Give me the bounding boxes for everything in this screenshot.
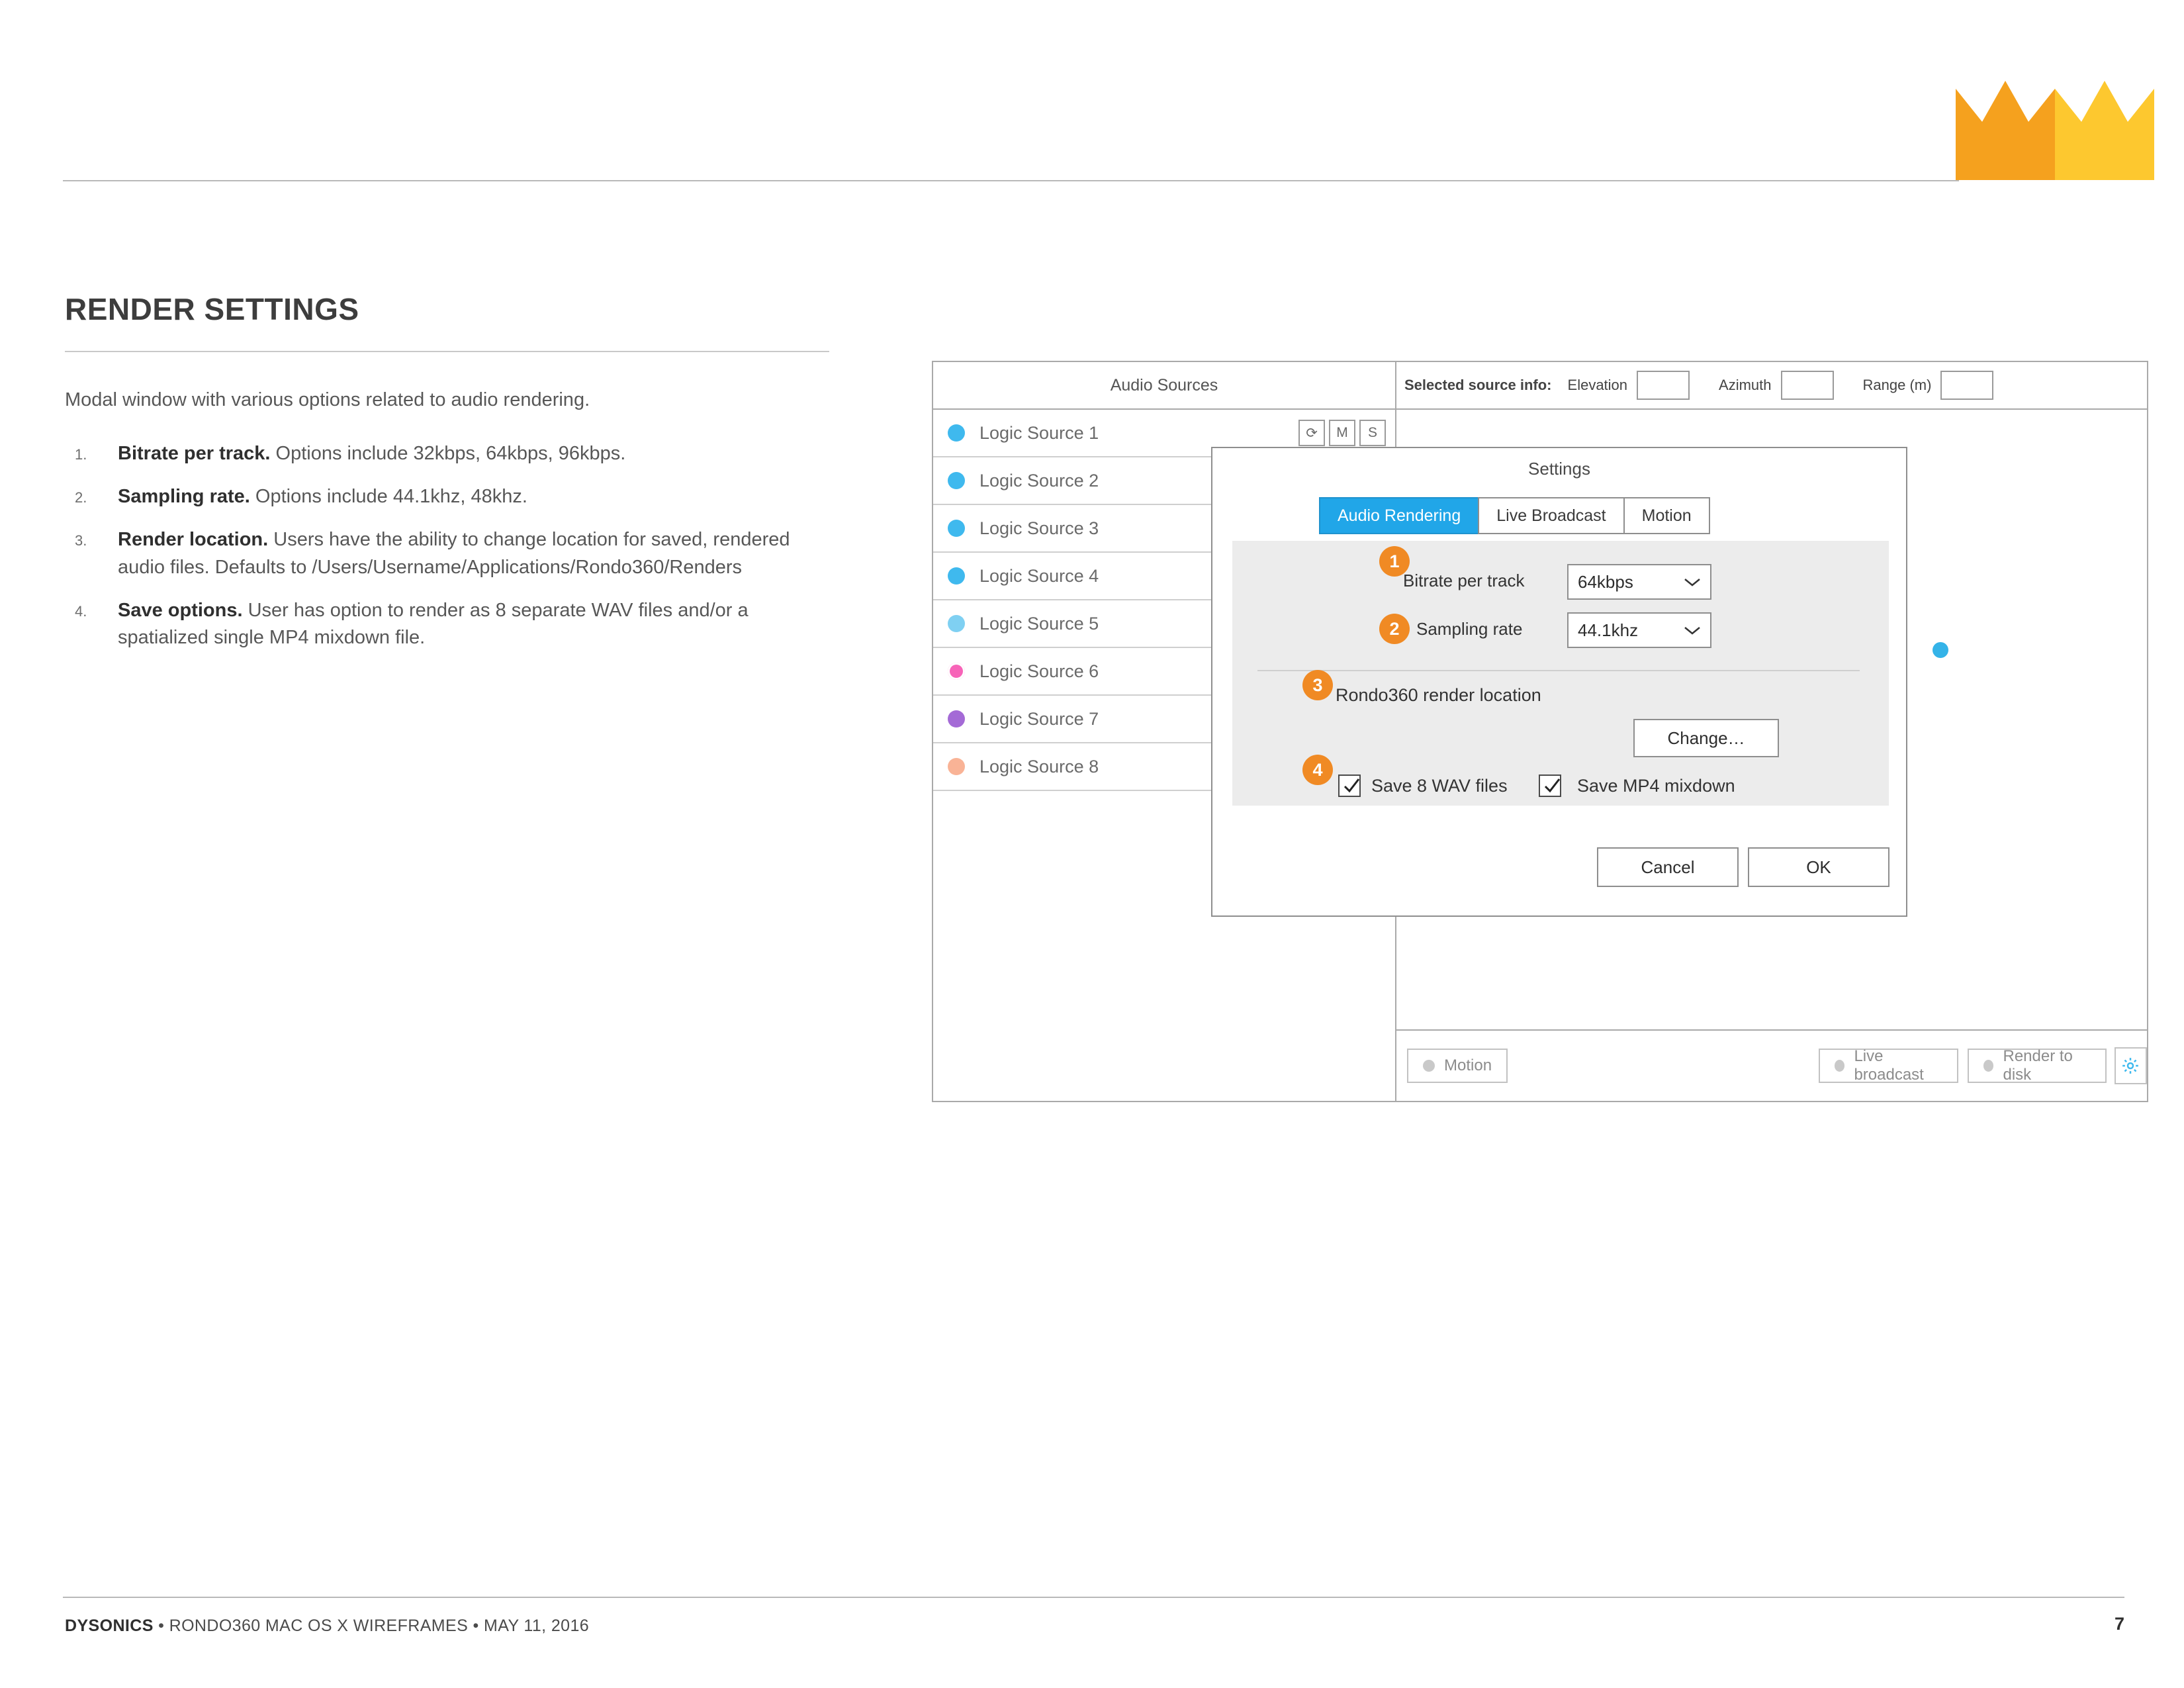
list-item-bold: Render location. [118, 529, 269, 551]
modal-title: Settings [1528, 459, 1590, 479]
header-divider [63, 180, 1959, 181]
footer-text [65, 1617, 589, 1636]
intro-paragraph: Modal window with various options related to audio rendering. [65, 389, 590, 410]
modal-tabs [1319, 497, 1710, 534]
render-to-disk-label: Render to disk [2003, 1047, 2073, 1084]
save-wav-checkbox-row[interactable] [1338, 774, 1508, 797]
list-item-text: Options include 44.1khz, 48khz. [250, 486, 527, 508]
azimuth-input[interactable] [1781, 371, 1834, 400]
change-location-button[interactable]: Change… [1633, 719, 1779, 757]
sampling-value: 44.1khz [1578, 620, 1639, 640]
app-top-bar [933, 362, 2147, 410]
source-label: Logic Source 3 [979, 518, 1099, 538]
list-item-number: 1. [75, 446, 87, 463]
stage-source-dot-icon[interactable] [1933, 642, 1948, 658]
gear-icon[interactable] [2115, 1047, 2147, 1084]
render-to-disk-button[interactable] [1968, 1049, 2107, 1083]
selected-source-info-label: Selected source info: [1404, 377, 1552, 393]
callout-badge-4: 4 [1302, 755, 1333, 785]
source-label: Logic Source 5 [979, 613, 1099, 633]
list-item-text: Users have the ability to change location for saved, rendered audio files. Defaults to /Users/Username/Applications/Rondo360/Renders [118, 529, 790, 578]
source-label: Logic Source 1 [979, 422, 1099, 443]
source-solo-button[interactable]: S [1359, 420, 1386, 446]
footer-divider [63, 1597, 2124, 1598]
motion-button[interactable] [1407, 1049, 1508, 1083]
save-mp4-checkbox-row[interactable] [1539, 774, 1735, 797]
bitrate-label: Bitrate per track [1403, 571, 1525, 590]
cancel-button[interactable]: Cancel [1597, 847, 1739, 887]
save-wav-label: Save 8 WAV files [1371, 775, 1508, 796]
page-number: 7 [2114, 1614, 2124, 1634]
callout-badge-3: 3 [1302, 670, 1333, 700]
azimuth-label: Azimuth [1719, 377, 1772, 393]
footer-rest: • RONDO360 MAC OS X WIREFRAMES • MAY 11, 2016 [153, 1617, 590, 1635]
list-item-number: 2. [75, 489, 87, 506]
title-divider [65, 351, 829, 352]
range-input[interactable] [1940, 371, 1993, 400]
elevation-label: Elevation [1567, 377, 1628, 393]
sampling-label: Sampling rate [1416, 619, 1523, 639]
source-color-dot-icon [948, 567, 965, 585]
checkmark-icon [1541, 775, 1563, 796]
tab-audio-rendering[interactable]: Audio Rendering [1319, 497, 1479, 534]
list-item-number: 4. [75, 602, 87, 620]
list-item-text: Options include 32kbps, 64kbps, 96kbps. [270, 443, 626, 464]
source-color-dot-icon [948, 472, 965, 489]
list-item-bold: Sampling rate. [118, 486, 250, 508]
list-item [65, 526, 833, 581]
source-label: Logic Source 4 [979, 565, 1099, 586]
source-mute-button[interactable]: M [1329, 420, 1355, 446]
source-label: Logic Source 6 [979, 661, 1099, 681]
motion-label: Motion [1444, 1056, 1492, 1074]
list-item [65, 597, 833, 651]
source-label: Logic Source 2 [979, 470, 1099, 491]
ok-button[interactable]: OK [1748, 847, 1889, 887]
source-label: Logic Source 7 [979, 708, 1099, 729]
save-mp4-checkbox[interactable] [1539, 774, 1561, 797]
tab-live-broadcast[interactable]: Live Broadcast [1478, 497, 1624, 534]
save-mp4-label: Save MP4 mixdown [1577, 775, 1735, 796]
selected-source-info [1404, 362, 2023, 408]
chevron-down-icon [1684, 577, 1701, 587]
list-item [65, 483, 833, 510]
sampling-select[interactable] [1567, 612, 1711, 648]
chevron-down-icon [1684, 626, 1701, 635]
live-broadcast-label: Live broadcast [1854, 1047, 1924, 1084]
footer-brand: DYSONICS [65, 1617, 154, 1635]
page-title: RENDER SETTINGS [65, 292, 359, 326]
bitrate-select[interactable] [1567, 564, 1711, 600]
render-location-label: Rondo360 render location [1336, 685, 1541, 705]
source-row-buttons [1298, 420, 1386, 446]
source-color-dot-icon [948, 424, 965, 442]
audio-sources-header: Audio Sources [1110, 376, 1218, 395]
source-color-dot-icon [948, 663, 965, 680]
status-dot-icon [1983, 1060, 1993, 1072]
source-color-dot-icon [948, 520, 965, 537]
bitrate-value: 64kbps [1578, 571, 1633, 592]
checkmark-icon [1341, 775, 1362, 796]
list-item-number: 3. [75, 532, 87, 549]
dysonics-crown-logo [1956, 74, 2154, 180]
source-color-dot-icon [948, 758, 965, 775]
source-color-dot-icon [948, 615, 965, 632]
list-item-text: User has option to render as 8 separate WAV files and/or a spatialized single MP4 mixdown file. [118, 599, 749, 648]
live-broadcast-button[interactable] [1819, 1049, 1958, 1083]
callout-badge-2: 2 [1379, 614, 1410, 644]
status-dot-icon [1423, 1060, 1435, 1072]
tab-motion[interactable]: Motion [1623, 497, 1710, 534]
source-reset-icon[interactable]: ⟳ [1298, 420, 1325, 446]
list-item-bold: Bitrate per track. [118, 443, 271, 464]
numbered-list [65, 440, 833, 667]
source-color-dot-icon [948, 710, 965, 727]
list-item-bold: Save options. [118, 599, 243, 621]
elevation-input[interactable] [1637, 371, 1690, 400]
list-item [65, 440, 833, 467]
save-wav-checkbox[interactable] [1338, 774, 1361, 797]
panel-separator [1257, 670, 1860, 671]
source-label: Logic Source 8 [979, 756, 1099, 776]
app-bottom-bar [1396, 1029, 2147, 1101]
callout-badge-1: 1 [1379, 546, 1410, 577]
status-dot-icon [1835, 1060, 1844, 1072]
range-label: Range (m) [1862, 377, 1932, 393]
